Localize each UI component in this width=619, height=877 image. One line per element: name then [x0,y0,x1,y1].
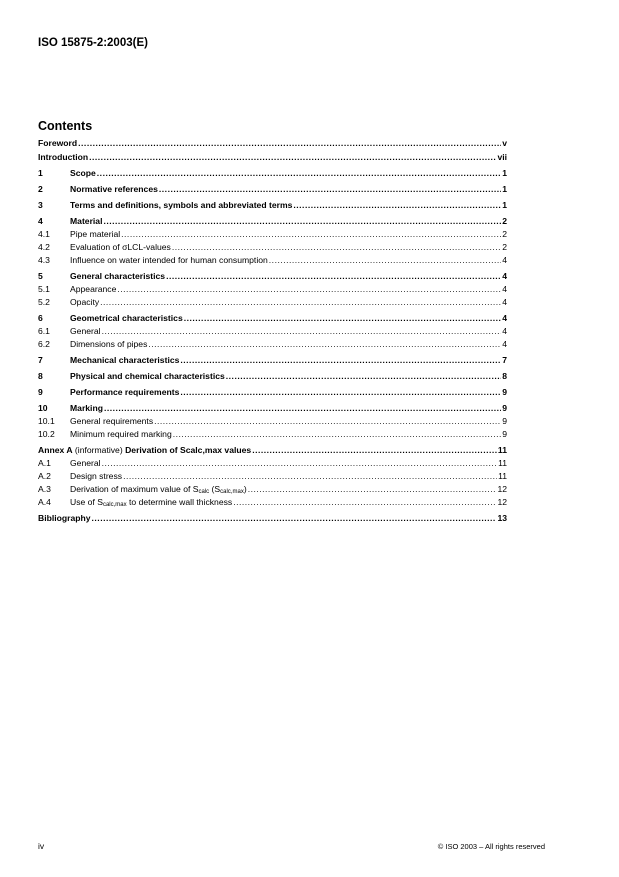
toc-entry-number: 6 [38,313,43,323]
toc-entry-number: 1 [38,168,43,178]
dot-leader [166,271,501,281]
contents-heading: Contents [38,119,93,133]
toc-entry-title: Bibliography [38,513,91,523]
dot-leader [269,255,501,265]
subscript: calc,max [220,489,244,494]
toc-entry[interactable] [38,497,507,507]
dot-leader [184,313,501,323]
toc-entry-number: 4.3 [38,255,50,265]
toc-entry-number: 9 [38,387,43,397]
toc-entry-page: 4 [502,326,507,336]
subscript: calc,max [102,502,127,507]
toc-entry-page: vii [497,152,507,162]
toc-entry-page: 1 [502,168,507,178]
toc-entry-title: Geometrical characteristics [70,313,183,323]
toc-entry[interactable] [38,297,507,307]
annex-label: Annex A [38,445,73,455]
toc-entry-page: 11 [498,471,507,481]
toc-entry-number: 2 [38,184,43,194]
dot-leader [233,497,496,507]
toc-entry-title: Opacity [70,297,100,307]
dot-leader [173,429,501,439]
toc-entry-title: General [70,458,101,468]
table-of-contents [38,138,507,523]
dot-leader [104,403,501,413]
toc-entry-page: 2 [502,242,507,252]
dot-leader [103,216,501,226]
dot-leader [117,284,501,294]
toc-entry[interactable] [38,416,507,426]
toc-entry-number: 10.1 [38,416,55,426]
toc-entry-page: v [502,138,507,148]
toc-entry-page: 12 [497,497,507,507]
toc-entry-number: 5 [38,271,43,281]
toc-entry[interactable] [38,403,507,413]
toc-entry-page: 4 [502,313,507,323]
toc-entry-title: General characteristics [70,271,166,281]
toc-entry-title: Marking [70,403,103,413]
toc-entry-page: 8 [502,371,507,381]
toc-entry[interactable] [38,445,507,455]
dot-leader [248,484,497,494]
toc-entry-page: 1 [502,200,507,210]
dot-leader [159,184,501,194]
toc-entry-page: 4 [502,284,507,294]
dot-leader [121,229,501,239]
toc-entry-title: Foreword [38,138,78,148]
dot-leader [293,200,501,210]
toc-entry[interactable] [38,471,507,481]
toc-entry[interactable] [38,168,507,178]
dot-leader [102,326,502,336]
toc-entry[interactable] [38,138,507,148]
dot-leader [252,445,497,455]
toc-entry[interactable] [38,284,507,294]
toc-entry-title: Appearance [70,284,117,294]
toc-entry-page: 1 [502,184,507,194]
toc-entry[interactable] [38,429,507,439]
toc-entry-number: 7 [38,355,43,365]
toc-entry-title: Influence on water intended for human consumption [70,255,268,265]
toc-entry[interactable] [38,184,507,194]
dot-leader [78,138,501,148]
toc-entry-title: Introduction [38,152,89,162]
toc-entry[interactable] [38,326,507,336]
toc-entry-page: 4 [502,271,507,281]
toc-entry-number: 3 [38,200,43,210]
title-part: (S [209,484,221,494]
toc-entry-number: 4.2 [38,242,50,252]
toc-entry[interactable] [38,513,507,523]
toc-entry[interactable] [38,355,507,365]
dot-leader [102,458,498,468]
dot-leader [100,297,501,307]
toc-entry[interactable] [38,458,507,468]
toc-entry[interactable] [38,242,507,252]
dot-leader [180,355,501,365]
toc-entry-page: 4 [502,297,507,307]
toc-entry-page: 2 [502,216,507,226]
dot-leader [148,339,501,349]
toc-entry-title: Mechanical characteristics [70,355,180,365]
toc-entry-page: 7 [502,355,507,365]
toc-entry-page: 2 [502,229,507,239]
toc-entry[interactable] [38,200,507,210]
toc-entry-title: Physical and chemical characteristics [70,371,225,381]
toc-entry-number: 8 [38,371,43,381]
toc-entry-title: Material [70,216,103,226]
toc-entry-page: 4 [502,339,507,349]
annex-title: Derivation of Scalc,max values [125,445,252,455]
title-part: Use of S [70,497,103,507]
toc-entry-number: A.4 [38,497,51,507]
toc-entry-title: Normative references [70,184,158,194]
dot-leader [92,513,497,523]
toc-entry[interactable] [38,313,507,323]
toc-entry[interactable] [38,484,507,494]
title-part: Derivation of maximum value of S [70,484,199,494]
dot-leader [226,371,501,381]
dot-leader [123,471,497,481]
toc-entry-title: Evaluation of σLCL-values [70,242,171,252]
toc-entry-title [38,445,251,455]
toc-entry-page: 9 [502,387,507,397]
toc-entry-title: Design stress [70,471,123,481]
toc-entry-page: 11 [497,445,507,455]
toc-entry[interactable] [38,271,507,281]
toc-entry[interactable] [38,339,507,349]
toc-entry-number: 5.1 [38,284,50,294]
toc-entry-title: Pipe material [70,229,121,239]
dot-leader [172,242,501,252]
page-number: iv [38,841,45,851]
toc-entry-page: 9 [502,403,507,413]
toc-entry-number: A.2 [38,471,51,481]
toc-entry-title: Terms and definitions, symbols and abbreviated terms [70,200,293,210]
toc-entry-title: Dimensions of pipes [70,339,148,349]
toc-entry[interactable] [38,152,507,162]
toc-entry-page: 9 [502,429,507,439]
title-part: to determine wall thickness [126,497,233,507]
toc-entry-page: 9 [502,416,507,426]
toc-entry-page: 12 [497,484,507,494]
toc-entry-page: 4 [502,255,507,265]
title-part: ) [243,484,247,494]
toc-entry-number: A.1 [38,458,51,468]
toc-entry-page: 11 [498,458,507,468]
dot-leader [180,387,501,397]
toc-entry-number: 10 [38,403,48,413]
toc-entry-title: Scope [70,168,96,178]
toc-entry-title: Performance requirements [70,387,180,397]
toc-entry-page: 13 [497,513,507,523]
toc-entry-number: 4.1 [38,229,50,239]
toc-entry[interactable] [38,387,507,397]
toc-entry-title: Minimum required marking [70,429,172,439]
dot-leader [154,416,501,426]
toc-entry-number: A.3 [38,484,51,494]
toc-entry-title [70,497,232,507]
toc-entry[interactable] [38,371,507,381]
toc-entry-number: 5.2 [38,297,50,307]
document-id-header: ISO 15875-2:2003(E) [38,37,148,49]
toc-entry-number: 6.1 [38,326,50,336]
toc-entry-number: 10.2 [38,429,55,439]
toc-entry-number: 4 [38,216,43,226]
annex-type: (informative) [72,445,126,455]
toc-entry[interactable] [38,229,507,239]
toc-entry-title: General requirements [70,416,154,426]
dot-leader [97,168,501,178]
subscript: calc [198,489,210,494]
copyright-notice: © ISO 2003 – All rights reserved [437,842,545,851]
dot-leader [89,152,496,162]
toc-entry[interactable] [38,255,507,265]
toc-entry-number: 6.2 [38,339,50,349]
toc-entry-title [70,484,247,494]
toc-entry[interactable] [38,216,507,226]
toc-entry-title: General [70,326,101,336]
